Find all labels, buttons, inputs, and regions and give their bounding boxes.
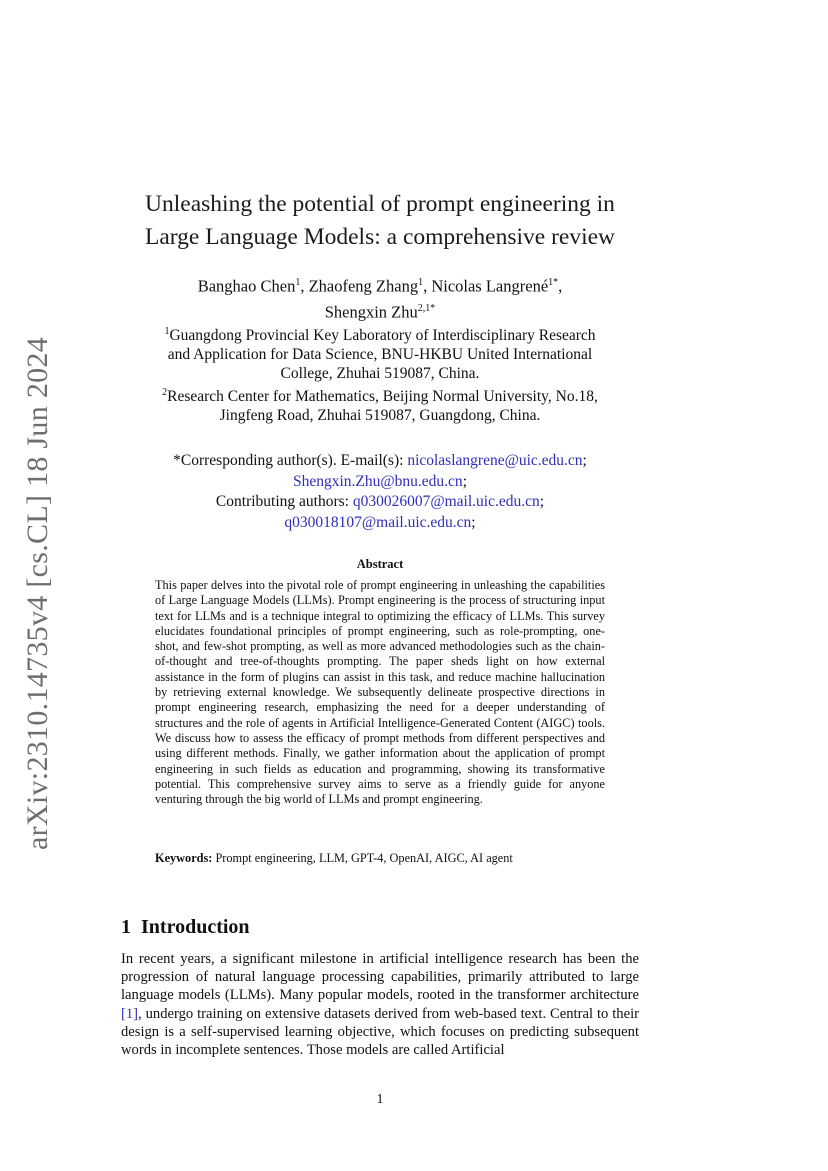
email-link[interactable]: q030018107@mail.uic.edu.cn [284, 513, 472, 531]
keywords-text: Prompt engineering, LLM, GPT-4, OpenAI, AIGC, AI agent [212, 851, 513, 865]
author-separator: , [423, 276, 432, 296]
email-link[interactable]: q030026007@mail.uic.edu.cn [352, 493, 540, 510]
affiliations [120, 322, 640, 425]
affiliation-line: College, Zhuhai 519087, China. [280, 365, 480, 383]
corresponding-label: *Corresponding author(s). E-mail(s): [173, 452, 408, 469]
introduction-paragraph: In recent years, a significant milestone in artificial intelligence research has been the progression of natural language processing capabilities, primarily attributed to large language models (LLMs). Many popular models, rooted in the transformer architecture [1], undergo training on extensive datasets derived from web-based text. Central to their design is a self-supervised learning objective, which focuses on predicting subsequent words in incomplete sentences. Those models are called Artificial [121, 951, 639, 1059]
contributing-label: Contributing authors: [215, 493, 353, 510]
corresponding-author-line: *Corresponding author(s). E-mail(s): nicolaslangrene@uic.edu.cn; [173, 452, 587, 469]
affiliation-line: $^1$Guangdong Provincial Key Laboratory of Interdisciplinary Research [164, 326, 596, 345]
author-name: Banghao Chen [197, 276, 296, 296]
abstract-text: This paper delves into the pivotal role of prompt engineering in unleashing the capabilities of Large Language Models (LLMs). Prompt engineering is the process of structuring input text for LLMs and is a technique integral to optimizing the efficacy of LLMs. This survey elucidates foundational principles of prompt engineering, such as role-prompting, one-shot, and few-shot prompting, as well as more advanced methodologies such as the chain-of-thought and tree-of-thoughts prompting. The paper sheds light on how external assistance in the form of plugins can assist in this task, and reduce machine hallucination by retrieving external knowledge. We subsequently delineate prospective directions in prompt engineering research, emphasizing the need for a deeper understanding of structures and the role of agents in Artificial Intelligence-Generated Content (AIGC) tools. We discuss how to assess the efficacy of prompt methods from different perspectives and using different methods. Finally, we gather information about the application of prompt engineering in such fields as education and programming, showing its transformative potential. This comprehensive survey aims to serve as a friendly guide for anyone venturing through the big world of LLMs and prompt engineering. [155, 578, 605, 807]
author-list [120, 272, 640, 323]
paper-title-line-2: Large Language Models: a comprehensive review [144, 224, 616, 250]
author-affiliation-marker: 1 [418, 277, 424, 288]
paper-title [120, 188, 640, 254]
keywords [155, 851, 605, 866]
affiliation-marker: 2 [162, 387, 168, 399]
email-link[interactable]: nicolaslangrene@uic.edu.cn [407, 452, 583, 469]
affiliation-marker: 1 [164, 326, 170, 337]
contributing-author-line: Contributing authors: q030026007@mail.uic.edu.cn; [215, 493, 545, 510]
section-number: 1 [121, 916, 131, 938]
keywords-label: Keywords: [155, 851, 213, 865]
arxiv-identifier-stamp: arXiv:2310.14735v4 [cs.CL] 18 Jun 2024 [21, 336, 54, 850]
author-affiliation-marker: 1* [548, 277, 559, 288]
author-name: Zhaofeng Zhang [308, 276, 419, 296]
contributing-author-line: q030018107@mail.uic.edu.cn; [284, 513, 476, 531]
email-link[interactable]: Shengxin.Zhu@bnu.edu.cn [293, 472, 463, 490]
affiliation-line: Jingfeng Road, Zhuhai 519087, Guangdong, China. [219, 407, 541, 425]
citation-link[interactable]: [1] [121, 1005, 139, 1022]
contact-emails [120, 451, 640, 533]
author-separator: , [300, 276, 309, 296]
author-affiliation-marker: 2,1* [417, 302, 436, 314]
corresponding-author-line: Shengxin.Zhu@bnu.edu.cn; [293, 472, 467, 490]
affiliation-line: and Application for Data Science, BNU-HKBU United International [167, 346, 593, 364]
paper-title-line-1: Unleashing the potential of prompt engineering in [145, 191, 615, 217]
section-heading [121, 914, 250, 940]
page-number: 1 [376, 1092, 384, 1107]
abstract-heading: Abstract [356, 557, 404, 571]
author-affiliation-marker: 1 [295, 277, 301, 288]
affiliation-line: $^2$Research Center for Mathematics, Beijing Normal University, No.18, [162, 387, 598, 406]
author-name: Shengxin Zhu [324, 302, 418, 321]
author-separator: , [558, 276, 563, 296]
section-title: Introduction [141, 916, 250, 938]
author-name: Nicolas Langrené [431, 276, 549, 296]
